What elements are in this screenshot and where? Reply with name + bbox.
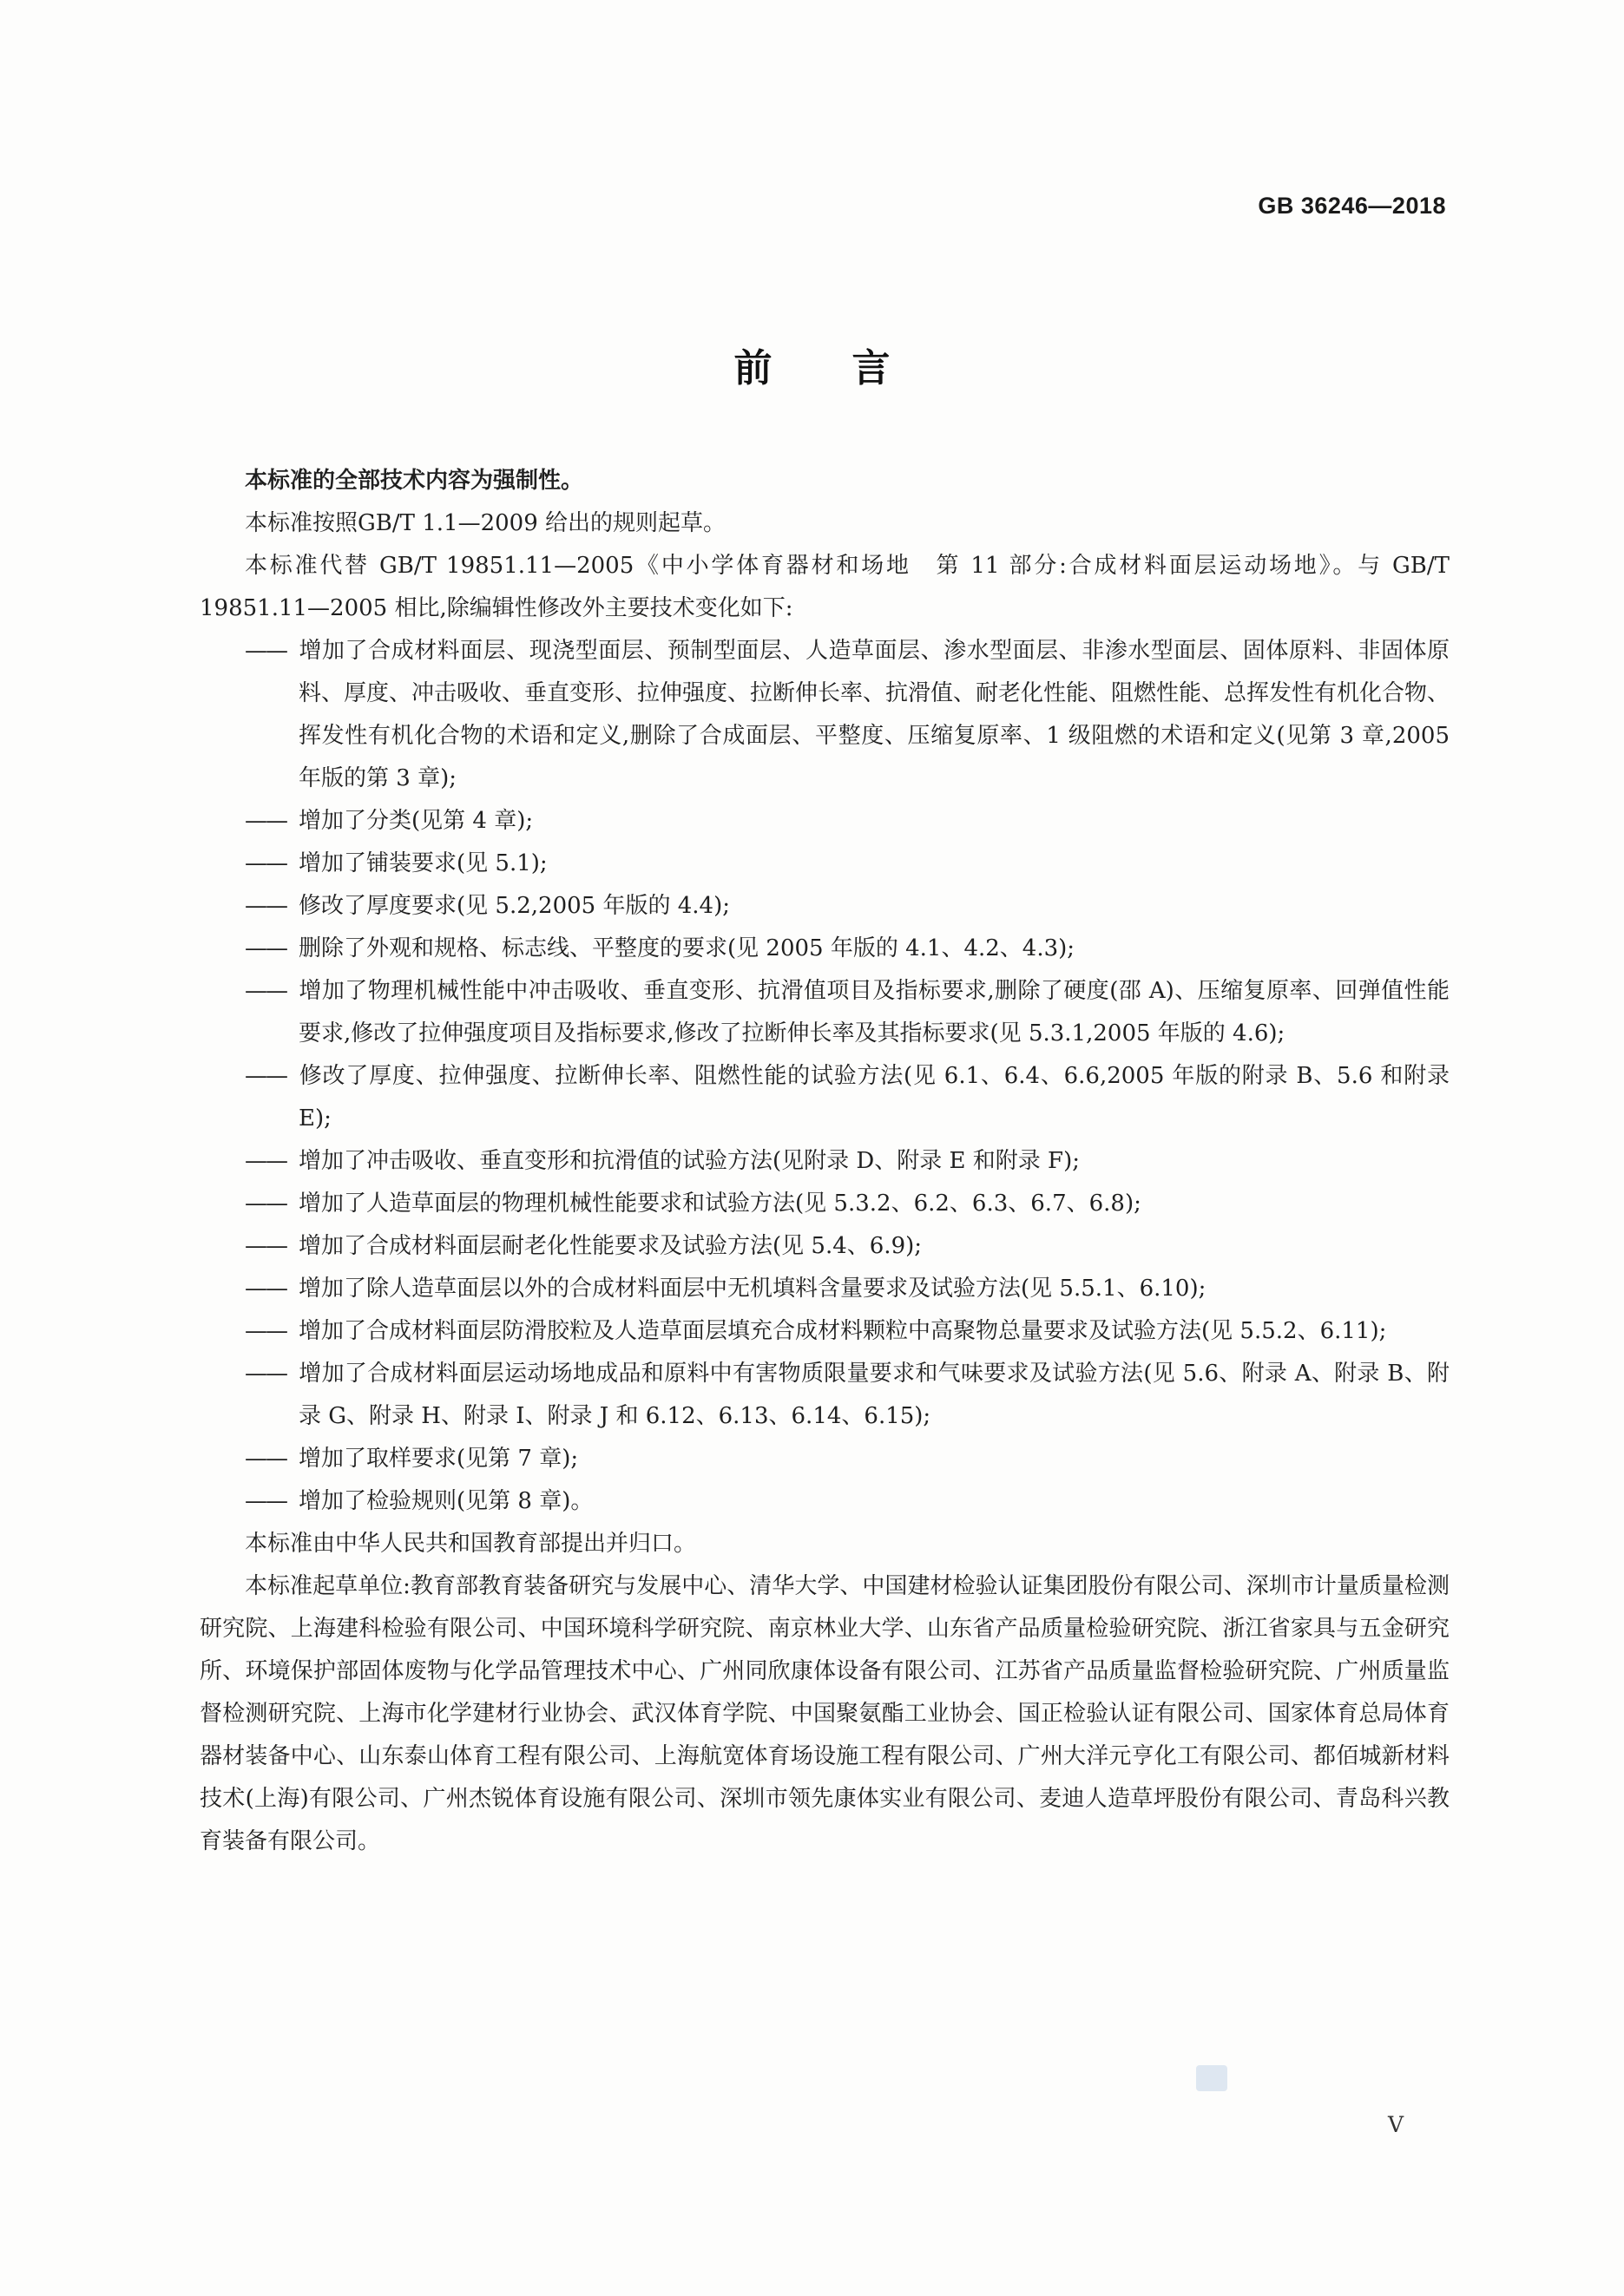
dash-marker: —— <box>245 1318 286 1344</box>
list-item: —— 增加了冲击吸收、垂直变形和抗滑值的试验方法(见附录 D、附录 E 和附录 F); <box>200 1140 1450 1183</box>
dash-marker: —— <box>245 893 286 919</box>
standard-number: GB 36246—2018 <box>1258 193 1446 219</box>
dash-marker: —— <box>245 935 286 961</box>
list-item: —— 增加了合成材料面层耐老化性能要求及试验方法(见 5.4、6.9); <box>200 1225 1450 1268</box>
mandatory-statement: 本标准的全部技术内容为强制性。 <box>245 468 584 494</box>
scan-smudge <box>1196 2065 1227 2091</box>
dash-marker: —— <box>245 1148 286 1174</box>
page-title: 前言 <box>733 346 970 390</box>
dash-marker: —— <box>245 1488 286 1514</box>
drafting-units-paragraph: 本标准起草单位:教育部教育装备研究与发展中心、清华大学、中国建材检验认证集团股份有限公司、深圳市计量质量检测研究院、上海建科检验有限公司、中国环境科学研究院、南京林业大学、山东省产品质量检验研究院、浙江省家具与五金研究所、环境保护部固体废物与化学品管理技术中心、广州同欣康体设备有限公司、江苏省产品质量监督检验研究院、广州质量监督检测研究院、上海市化学建材行业协会、武汉体育学院、中国聚氨酯工业协会、国正检验认证有限公司、国家体育总局体育器材装备中心、山东泰山体育工程有限公司、上海航宽体育场设施工程有限公司、广州大洋元亨化工有限公司、都佰城新材料技术(上海)有限公司、广州杰锐体育设施有限公司、深圳市领先康体实业有限公司、麦迪人造草坪股份有限公司、青岛科兴教育装备有限公司。 <box>200 1573 1450 1854</box>
list-item: —— 删除了外观和规格、标志线、平整度的要求(见 2005 年版的 4.1、4.2、4.3); <box>200 928 1450 970</box>
list-item: —— 增加了除人造草面层以外的合成材料面层中无机填料含量要求及试验方法(见 5.5.1、6.10); <box>200 1268 1450 1310</box>
dash-marker: —— <box>245 978 286 1004</box>
dash-marker: —— <box>245 1361 286 1387</box>
proposing-body-paragraph: 本标准由中华人民共和国教育部提出并归口。 <box>245 1531 697 1557</box>
list-item: —— 增加了合成材料面层运动场地成品和原料中有害物质限量要求和气味要求及试验方法(见 5.6、附录 A、附录 B、附录 G、附录 H、附录 I、附录 J 和 6.12、6.13、6.14、6.15); <box>200 1353 1450 1438</box>
list-item: —— 修改了厚度要求(见 5.2,2005 年版的 4.4); <box>200 885 1450 928</box>
list-item: —— 增加了取样要求(见第 7 章); <box>200 1438 1450 1480</box>
dash-marker: —— <box>245 1276 286 1302</box>
list-item: —— 修改了厚度、拉伸强度、拉断伸长率、阻燃性能的试验方法(见 6.1、6.4、6.6,2005 年版的附录 B、5.6 和附录 E); <box>200 1055 1450 1140</box>
dash-marker: —— <box>245 1233 286 1259</box>
replacement-paragraph: 本标准代替 GB/T 19851.11—2005《中小学体育器材和场地 第 11 部分:合成材料面层运动场地》。与 GB/T 19851.11—2005 相比,除编辑性修改外主要技术变化如下: <box>200 553 1450 621</box>
list-item: —— 增加了铺装要求(见 5.1); <box>200 843 1450 885</box>
list-item: —— 增加了物理机械性能中冲击吸收、垂直变形、抗滑值项目及指标要求,删除了硬度(邵 A)、压缩复原率、回弹值性能要求,修改了拉伸强度项目及指标要求,修改了拉断伸长率及其指标要求(见 5.3.1,2005 年版的 4.6); <box>200 970 1450 1055</box>
dash-marker: —— <box>245 808 286 834</box>
page-number: V <box>1387 2112 1404 2137</box>
dash-marker: —— <box>245 638 286 664</box>
changes-list <box>200 630 1450 1523</box>
drafting-rules-paragraph: 本标准按照GB/T 1.1—2009 给出的规则起草。 <box>245 510 727 536</box>
list-item: —— 增加了合成材料面层防滑胶粒及人造草面层填充合成材料颗粒中高聚物总量要求及试验方法(见 5.5.2、6.11); <box>200 1310 1450 1353</box>
dash-marker: —— <box>245 1446 286 1472</box>
dash-marker: —— <box>245 850 286 876</box>
list-item: —— 增加了人造草面层的物理机械性能要求和试验方法(见 5.3.2、6.2、6.3、6.7、6.8); <box>200 1183 1450 1225</box>
dash-marker: —— <box>245 1063 286 1089</box>
dash-marker: —— <box>245 1191 286 1217</box>
document-body <box>200 460 1450 1863</box>
list-item: —— 增加了检验规则(见第 8 章)。 <box>200 1480 1450 1523</box>
list-item: —— 增加了合成材料面层、现浇型面层、预制型面层、人造草面层、渗水型面层、非渗水型面层、固体原料、非固体原料、厚度、冲击吸收、垂直变形、拉伸强度、拉断伸长率、抗滑值、耐老化性能、阻燃性能、总挥发性有机化合物、挥发性有机化合物的术语和定义,删除了合成面层、平整度、压缩复原率、1 级阻燃的术语和定义(见第 3 章,2005 年版的第 3 章); <box>200 630 1450 800</box>
list-item: —— 增加了分类(见第 4 章); <box>200 800 1450 843</box>
